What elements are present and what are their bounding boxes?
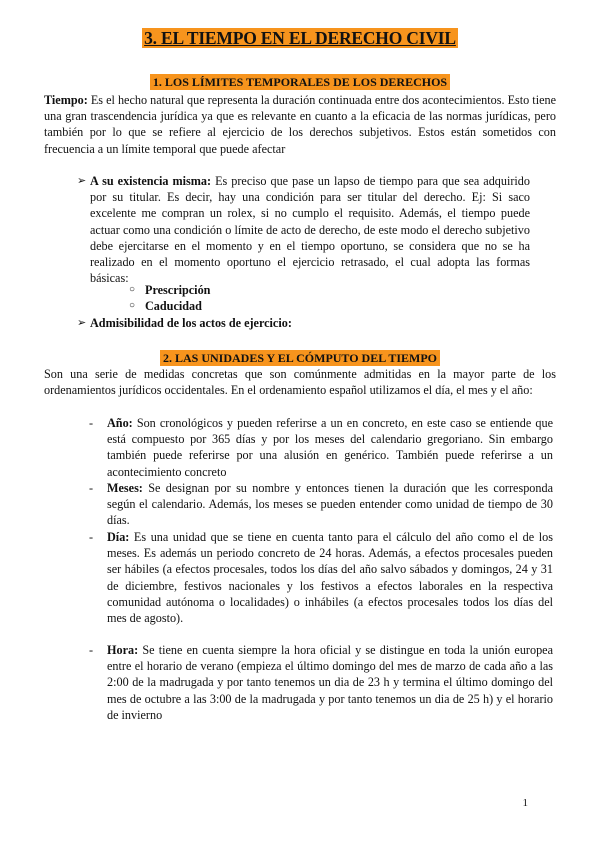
meses-term: Meses: xyxy=(107,481,143,495)
section-2-heading: 2. LAS UNIDADES Y EL CÓMPUTO DEL TIEMPO xyxy=(160,350,440,366)
prescripcion-label: Prescripción xyxy=(145,283,211,297)
dash-bullet: - xyxy=(89,416,94,430)
hora-term: Hora: xyxy=(107,643,139,657)
section-2-heading-row xyxy=(0,349,600,367)
ano-term: Año: xyxy=(107,416,133,430)
document-title: 3. EL TIEMPO EN EL DERECHO CIVIL xyxy=(144,28,456,48)
item-meses xyxy=(89,480,553,529)
tiempo-term: Tiempo: xyxy=(44,93,88,107)
page-number: 1 xyxy=(522,797,528,809)
circle-bullet-icon: ○ xyxy=(129,284,136,295)
hora-text: Se tiene en cuenta siempre la hora oficial y se distingue en toda la unión europea entre el horario de verano (empieza el último domingo del mes de marzo de cada año a las 2:00 de la madrugada y por tanto tenemos un dia de 23 h y termina el último domingo del mes de octubre a las 3:00 de la madrugada y por tanto tenemos un dia de 25 h) y el horario de invierno xyxy=(107,643,553,722)
section-1-heading-row xyxy=(0,73,600,91)
tiempo-definition xyxy=(44,92,556,157)
caducidad-label: Caducidad xyxy=(145,299,202,313)
circle-bullet-icon: ○ xyxy=(129,300,136,311)
bullet-admisibilidad xyxy=(77,315,530,331)
ano-text: Son cronológicos y pueden referirse a un en concreto, en este caso se entiende que está compuesto por 365 días y por los meses del calendario gregoriano. Sin embargo también puede referirse por una alusión en genérico. También puede referirse a un acontecimiento concreto xyxy=(107,416,553,479)
dash-bullet: - xyxy=(89,530,94,544)
dash-bullet: - xyxy=(89,643,94,657)
sub-bullet-caducidad xyxy=(129,298,202,314)
bullet-existencia-text: Es preciso que pase un lapso de tiempo para que sea adquirido por su titular. Es decir, hay una condición para ser titular del derecho. Ej: Si saco excelente me compran un rolex, si no cumplo el requisito. Además, el tiempo puede actuar como una condición o límite de acto de derecho, de este modo el derecho subjetivo debe ejercitarse en el momento y en el tiempo oportuno, se considera que no se ha realizado en el momento oportuno el ejercicio retrasado, el cual adopta las formas básicas: xyxy=(90,174,530,286)
arrow-bullet-icon: ➢ xyxy=(77,175,87,187)
tiempo-text: Es el hecho natural que representa la duración continuada entre dos acontecimientos. Esto tiene una gran trascendencia jurídica ya que es relevante en cuanto a la eficacia de las normas jurídicas, pero también por lo que se refiere al ejercicio de los derechos subjetivos. Estos están sometidos con frecuencia a un límite temporal que puede afectar xyxy=(44,93,556,156)
bullet-existencia-term: A su existencia misma: xyxy=(90,174,212,188)
item-ano xyxy=(89,415,553,480)
dia-term: Día: xyxy=(107,530,130,544)
sub-bullet-prescripcion xyxy=(129,282,211,298)
meses-text: Se designan por su nombre y entonces tienen la duración que les corresponda según el calendario. Además, los meses se pueden entender como unidad de tiempo de 30 días. xyxy=(107,481,553,528)
dash-bullet: - xyxy=(89,481,94,495)
item-dia xyxy=(89,529,553,626)
dia-text: Es una unidad que se tiene en cuenta tanto para el cálculo del año como el de los meses. Es además un periodo concreto de 24 horas. Además, a efectos procesales pueden ser hábiles (a efectos procesales, todos los días del año salvo sábados y domingos, 24 y 31 de diciembre, festivos nacionales y los festivos a efectos laborales en la respectiva comunidad autónoma o localidades) o inhábiles (a efectos procesales todos los días del mes de agosto). xyxy=(107,530,553,626)
arrow-bullet-icon: ➢ xyxy=(77,317,87,329)
section-1-heading: 1. LOS LÍMITES TEMPORALES DE LOS DERECHOS xyxy=(150,74,450,90)
document-title-row xyxy=(0,28,600,49)
item-hora xyxy=(89,642,553,723)
bullet-admisibilidad-term: Admisibilidad de los actos de ejercicio: xyxy=(90,316,292,330)
bullet-existencia xyxy=(77,173,530,286)
section-2-intro: Son una serie de medidas concretas que son comúnmente admitidas en la mayor parte de los ordenamientos jurídicos occidentales. En el ordenamiento español utilizamos el día, el mes y el año: xyxy=(44,367,556,398)
